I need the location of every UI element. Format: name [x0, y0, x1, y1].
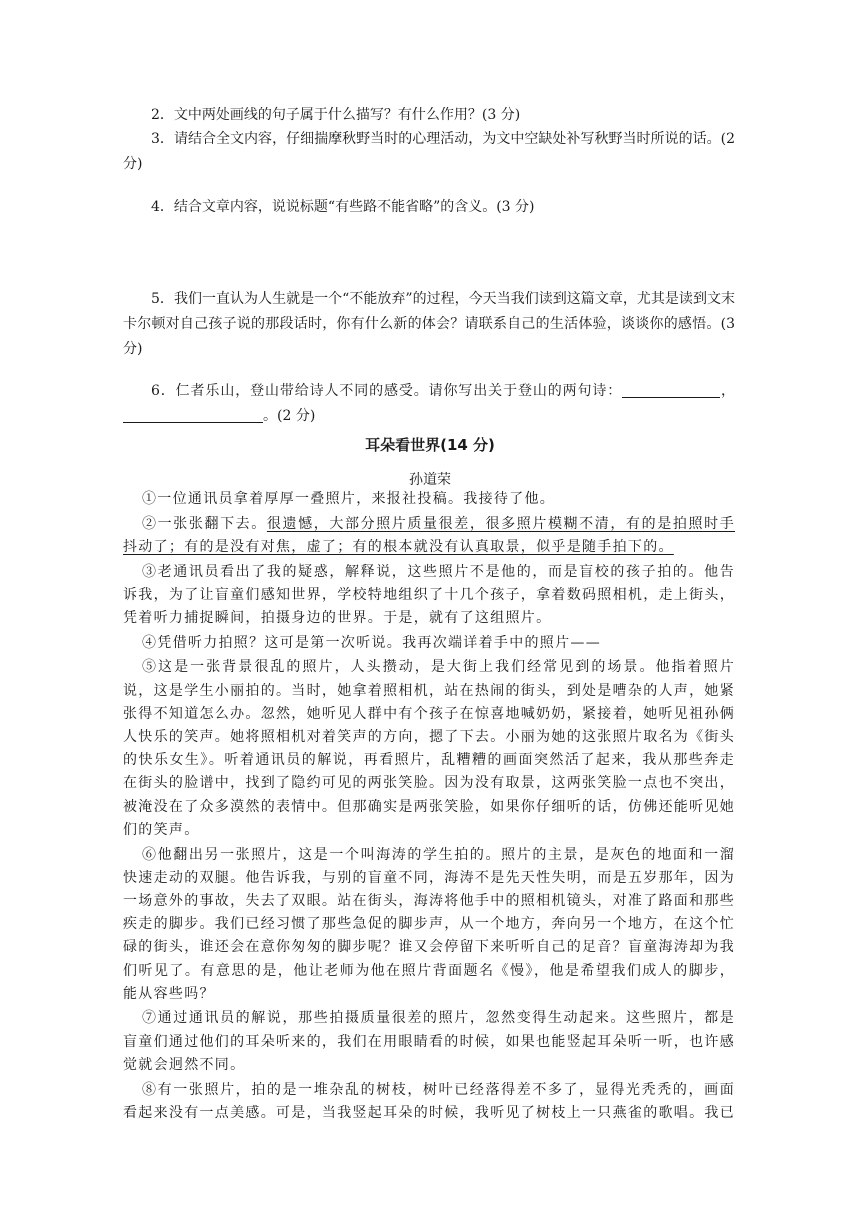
answer-blank-2[interactable] [123, 408, 263, 423]
question-4: 4．结合文章内容，说说标题“有些路不能省略”的含义。(3 分) [151, 199, 535, 215]
paragraph-6: ⑥他翻出另一张照片，这是一个叫海涛的学生拍的。照片的主景，是灰色的地面和一溜快速走动的双腿。他告诉我，与别的盲童不同，海涛不是先天性失明，而是五岁那年，因为一场意外的事故，失去了双眼。站在街头，海涛将他手中的照相机镜头，对准了路面和那些疾走的脚步。我们已经习惯了那些急促的脚步声，从一个地方，奔向另一个地方，在这个忙碌的街头，谁还会在意你匆匆的脚步呢？谁又会停留下来听听自己的足音？盲童海涛却为我们听见了。有意思的是，他让老师为他在照片背面题名《慢》，他是希望我们成人的脚步，能从容些吗？ [123, 846, 735, 1002]
question-3: 3．请结合全文内容，仔细揣摩秋野当时的心理活动，为文中空缺处补写秋野当时所说的话。(2 分) [123, 131, 735, 172]
paragraph-2-start: ②一张张翻下去。 [142, 515, 267, 532]
paragraph-4: ④凭借听力拍照？这可是第一次听说。我再次端详着手中的照片—— [142, 634, 601, 651]
paragraph-5: ⑤这是一张背景很乱的照片，人头攒动，是大街上我们经常见到的场景。他指着照片说，这是学生小丽拍的。当时，她拿着照相机，站在热闹的街头，到处是嘈杂的人声，她紧张得不知道怎么办。忽然，她听见人群中有个孩子在惊喜地喊奶奶，紧接着，她听见祖孙俩人快乐的笑声。她将照相机对着笑声的方向，摁了下去。小丽为她的这张照片取名为《街头的快乐女生》。听着通讯员的解说，再看照片，乱糟糟的画面突然活了起来，我从那些奔走在街头的脸谱中，找到了隐约可见的两张笑脸。因为没有取景，这两张笑脸一点也不突出，被淹没在了众多漠然的表情中。但那确实是两张笑脸，如果你仔细听的话，仿佛还能听见她们的笑声。 [123, 659, 735, 838]
article-author: 孙道荣 [409, 472, 451, 488]
paragraph-7: ⑦通过通讯员的解说，那些拍摄质量很差的照片，忽然变得生动起来。这些照片，都是盲童们通过他们的耳朵听来的，我们在用眼睛看的时候，如果也能竖起耳朵听一听，也许感觉就会迥然不同。 [123, 1010, 735, 1073]
article-body [123, 488, 735, 1126]
answer-blank-1[interactable] [622, 383, 720, 398]
underlined-sentence: 很遗憾，大部分照片质量很差，很多照片模糊不清，有的是拍照时手抖动了；有的是没有对焦，虚了；有的根本就没有认真取景，似乎是随手拍下的。 [123, 515, 735, 555]
question-6 [123, 379, 735, 429]
paragraph-8: ⑧有一张照片，拍的是一堆杂乱的树枝，树叶已经落得差不多了，显得光秃秃的，画面看起来没有一点美感。可是，当我竖起耳朵的时候，我听见了树枝上一只燕雀的歌唱。我已 [123, 1081, 735, 1121]
paragraph-2 [123, 513, 735, 559]
paragraph-3: ③老通讯员看出了我的疑惑，解释说，这些照片不是他的，而是盲校的孩子拍的。他告诉我，为了让盲童们感知世界，学校特地组织了十几个孩子，拿着数码照相机，走上街头，凭着听力捕捉瞬间，拍摄身边的世界。于是，就有了这组照片。 [123, 563, 735, 627]
question-5: 5．我们一直认为人生就是一个“不能放弃”的过程，今天当我们读到这篇文章，尤其是读到文末卡尔顿对自己孩子说的那段话时，你有什么新的体会？请联系自己的生活体验，谈谈你的感悟。(3 分) [123, 291, 735, 357]
question-6-separator: ， [720, 383, 736, 399]
question-6-prompt: 6．仁者乐山，登山带给诗人不同的感受。请你写出关于登山的两句诗： [151, 383, 623, 399]
article-title: 耳朵看世界(14 分) [365, 436, 495, 454]
question-2: 2．文中两处画线的句子属于什么描写？有什么作用？(3 分) [151, 107, 521, 123]
question-6-score: 。(2 分) [263, 408, 316, 424]
paragraph-1: ①一位通讯员拿着厚厚一叠照片，来报社投稿。我接待了他。 [142, 491, 556, 507]
